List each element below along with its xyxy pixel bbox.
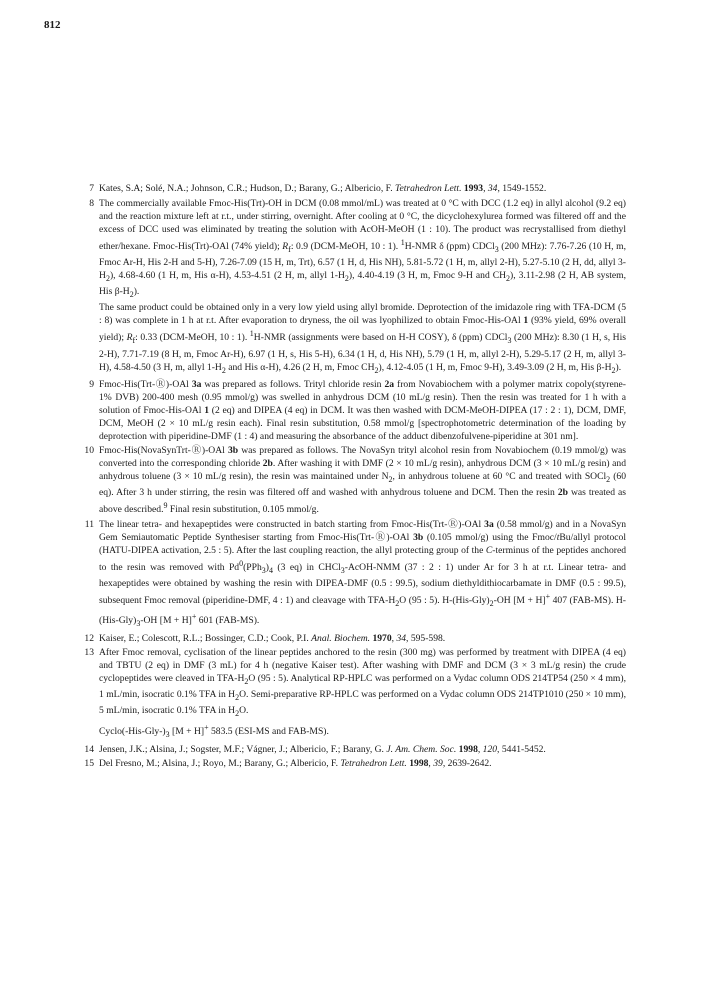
reference-number: 8 bbox=[89, 197, 94, 209]
reference-text: Fmoc-His(Trt-Ⓡ)-OAl 3a was prepared as follows. Trityl chloride resin 2a from Novabiochem with a polymer matrix copoly(styrene-1% DVB) 200-400 mesh (0.95 mmol/g) was swelled in anhydrous DCM (10 mL/g resin). Then the resin was treated for 1 h with a solution of Fmoc-His-OAl 1 (2 eq) and DIPEA (4 eq) in DCM. It was then washed with DCM-MeOH-DIPEA (17 : 2 : 1), DCM, DMF, DCM, MeOH (2 × 10 mL/g resin each). Final resin substitution, 0.58 mmol/g [spectrophotometric determination of the loading by deprotection with piperidine-DMF (1 : 4) and measuring the absorbance of the adduct dibenzofulvene-piperidine at 301 nm]. bbox=[99, 378, 626, 442]
reference-item bbox=[78, 646, 626, 741]
reference-text: The linear tetra- and hexapeptides were constructed in batch starting from Fmoc-His(Trt-Ⓡ)-OAl 3a (0.58 mmol/g) and in a NovaSyn Gem Semiautomatic Peptide Synthesiser starting from Fmoc-His(Trt-Ⓡ)-OAl 3b (0.105 mmol/g) using the Fmoc/tBu/allyl protocol (HATU-DIPEA activation, 2.5 : 5). After the last coupling reaction, the allyl protecting group of the C-terminus of the peptides anchored to the resin was removed with $Pd^0(PPh_3)_4$ (3 eq) in CHCl$_3$-AcOH-NMM (37 : 2 : 1) under Ar for 3 h at r.t. Linear tetra- and hexapeptides were obtained by washing the resin with DIPEA-DMF (0.5 : 99.5), sodium diethyldithiocarbamate in DMF (0.5 : 99.5), subsequent Fmoc removal (piperidine-DMF, 4 : 1) and cleavage with TFA-$H_2O$ (95 : 5). $H-(His-Gly)_2-OH$ [M + H]+ 407 (FAB-MS). $H-(His-Gly)_3-OH$ [M + H]+ 601 (FAB-MS). bbox=[99, 519, 627, 629]
reference-number: 9 bbox=[89, 378, 94, 390]
reference-number: 10 bbox=[84, 445, 94, 457]
reference-text: Kaiser, E.; Colescott, R.L.; Bossinger, C.D.; Cook, P.I. Anal. Biochem. 1970, 34, 595-598. bbox=[99, 632, 446, 644]
reference-item bbox=[78, 197, 626, 377]
reference-number: 15 bbox=[84, 758, 94, 770]
reference-number: 7 bbox=[89, 183, 94, 194]
reference-item bbox=[78, 518, 626, 630]
reference-item bbox=[78, 632, 626, 645]
reference-number: 11 bbox=[84, 519, 94, 530]
reference-text: Jensen, J.K.; Alsina, J.; Sogster, M.F.; Vágner, J.; Albericio, F.; Barany, G. J. Am. Chem. Soc. 1998, 120, 5441-5452. bbox=[99, 743, 546, 755]
reference-text: Fmoc-His(NovaSynTrt-Ⓡ)-OAl 3b was prepared as follows. The NovaSyn trityl alcohol resin from Novabiochem (0.19 mmol/g) was converted into the corresponding chloride 2b. After washing it with DMF (2 × 10 mL/g resin), anhydrous DCM (3 × 10 mL/g resin) and anhydrous toluene (3 × 10 mL/g resin), the resin was maintained under $N_2$, in anhydrous toluene at 60 °C and treated with SOCl$_2$ (60 eq). After 3 h under stirring, the resin was filtered off and washed with anhydrous toluene and DCM. Then the resin 2b was treated as above described.$^9$ Final resin substitution, 0.105 mmol/g. bbox=[99, 445, 627, 516]
reference-number: 12 bbox=[84, 632, 94, 644]
page-number: 812 bbox=[44, 19, 61, 31]
reference-item bbox=[78, 444, 626, 516]
reference-item bbox=[78, 743, 626, 756]
reference-text: $Cyclo(-His-Gly-)_3$ [M + H]+ 583.5 (ESI-MS and FAB-MS). bbox=[99, 723, 329, 740]
reference-item bbox=[78, 182, 626, 195]
reference-text: After Fmoc removal, cyclisation of the linear peptides anchored to the resin (300 mg) was performed by treatment with DIPEA (4 eq) and TBTU (2 eq) in DMF (3 mL) for 4 h (negative Kaiser test). After washing with DMF and DCM (3 × 3 mL/g resin) the crude cyclopeptides were cleaved in TFA-$H_2O$ (95 : 5). Analytical RP-HPLC was performed on a Vydac column ODS 214TP54 (250 × 4 mm), 1 mL/min, isocratic 0.1% TFA in $H_2O$. Semi-preparative RP-HPLC was performed on a Vydac column ODS 214TP1010 (250 × 10 mm), 5 mL/min, isocratic 0.1% TFA in $H_2O$. bbox=[99, 647, 627, 718]
reference-text: The commercially available Fmoc-His(Trt)-OH in DCM (0.08 mmol/mL) was treated at 0 °C with DCC (1.2 eq) in allyl alcohol (9.2 eq) and the reaction mixture left at r.t., under stirring, overnight. After cooling at 0 °C, the dicyclohexylurea formed was filtered off and the excess of DCC used was eliminated by treating the solution with AcOH-MeOH (1 : 10). The product was recrystallised from diethyl ether/hexane. Fmoc-His(Trt)-OAl (74% yield); $R_f$: 0.9 (DCM-MeOH, 10 : 1). $^1$H-NMR δ (ppm) CDCl$_3$ (200 MHz): 7.76-7.26 (10 H, m, Fmoc Ar-H, His 2-H and 5-H), 7.26-7.09 (15 H, m, Trt), 6.57 (1 H, d, His NH), 5.81-5.72 (1 H, m, allyl 2-H), 5.27-5.10 (2 H, dd, allyl $3-H_2$), 4.68-4.60 (1 H, m, His α-H), 4.53-4.51 (2 H, m, allyl $1-H_2$), 4.40-4.19 (3 H, m, Fmoc 9-H and $CH_2$), 3.11-2.98 (2 H, AB system, His $\beta-H_2$). bbox=[99, 197, 626, 299]
reference-text: Kates, S.A; Solé, N.A.; Johnson, C.R.; Hudson, D.; Barany, G.; Albericio, F. Tetrahedron Lett. 1993, 34, 1549-1552. bbox=[99, 183, 547, 194]
reference-text: The same product could be obtained only in a very low yield using allyl bromide. Deprotection of the imidazole ring with TFA-DCM (5 : 8) was complete in 1 h at r.t. After evaporation to dryness, the oil was lyophilized to obtain Fmoc-His-OAl 1 (93% yield, 69% overall yield); $R_f$: 0.33 (DCM-MeOH, 10 : 1). $^1$H-NMR (assignments were based on H-H COSY), δ (ppm) CDCl$_3$ (200 MHz): 8.30 (1 H, s, His 2-H), 7.71-7.19 (8 H, m, Fmoc Ar-H), 6.97 (1 H, s, His 5-H), 6.34 (1 H, d, His NH), 5.79 (1 H, m, allyl 2-H), 5.29-5.17 (2 H, m, allyl 3-H), 4.58-4.50 (3 H, m, allyl $1-H_2$ and His α-H), 4.26 (2 H, m, Fmoc $CH_2$), 4.12-4.05 (1 H, m, Fmoc 9-H), 3.49-3.09 (2 H, m, His $\beta-H_2$). bbox=[99, 302, 626, 375]
reference-list bbox=[78, 182, 626, 772]
reference-item bbox=[78, 757, 626, 770]
reference-item bbox=[78, 378, 626, 443]
reference-number: 14 bbox=[84, 743, 94, 755]
reference-number: 13 bbox=[84, 647, 94, 659]
reference-text: Del Fresno, M.; Alsina, J.; Royo, M.; Barany, G.; Albericio, F. Tetrahedron Lett. 1998, 39, 2639-2642. bbox=[99, 758, 492, 770]
